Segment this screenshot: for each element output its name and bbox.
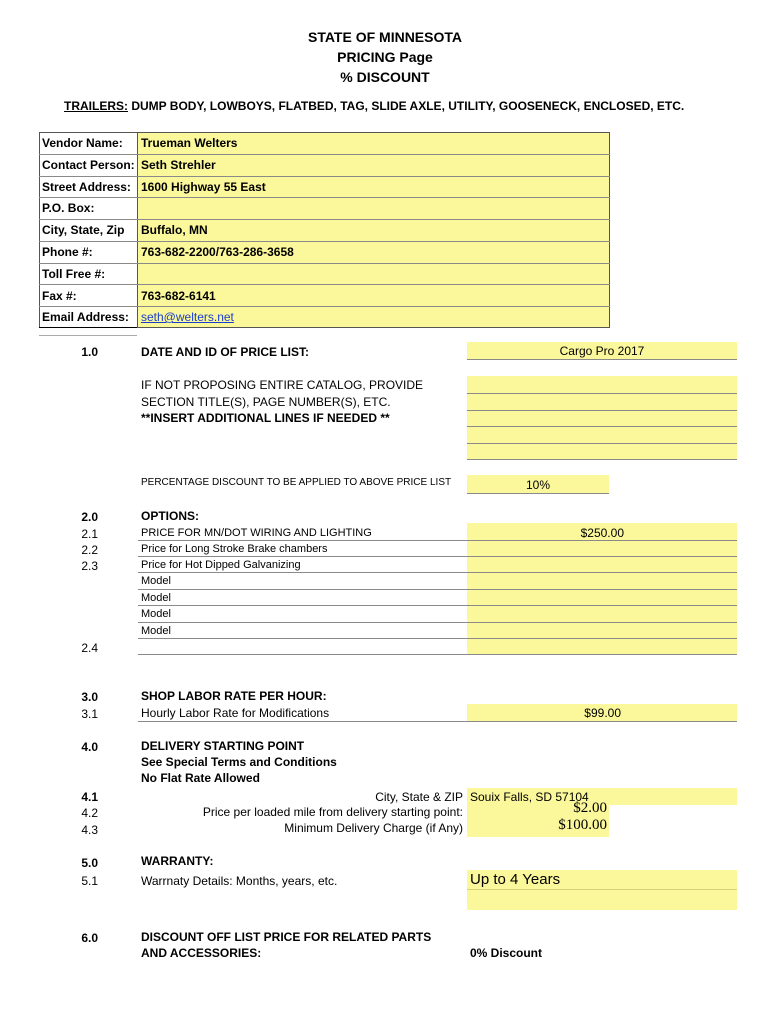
trailers-types: DUMP BODY, LOWBOYS, FLATBED, TAG, SLIDE AXLE, UTILITY, GOOSENECK, ENCLOSED, ETC. [128, 99, 685, 113]
page-discount-heading: % DISCOUNT [340, 69, 430, 85]
vendor-name-label: Vendor Name: [42, 136, 123, 150]
street-address-label: Street Address: [42, 180, 131, 194]
item-2-2-label: Price for Long Stroke Brake chambers [141, 543, 328, 555]
section-1-number: 1.0 [81, 345, 98, 359]
trailers-line [64, 99, 684, 113]
item-5-1-number: 5.1 [81, 874, 98, 888]
catalog-note-1: IF NOT PROPOSING ENTIRE CATALOG, PROVIDE [141, 378, 424, 392]
wiring-lighting-price: $250.00 [580, 526, 624, 540]
email-link[interactable]: seth@welters.net [141, 310, 234, 324]
street-address-value[interactable]: 1600 Highway 55 East [141, 180, 266, 194]
trailers-label: TRAILERS: [64, 99, 128, 113]
section-1-title: DATE AND ID OF PRICE LIST: [141, 345, 309, 359]
model-row-2: Model [141, 592, 171, 604]
section-3-title: SHOP LABOR RATE PER HOUR: [141, 689, 327, 703]
phone-label: Phone #: [42, 245, 93, 259]
section-2-title: OPTIONS: [141, 509, 200, 523]
city-state-zip-value[interactable]: Buffalo, MN [141, 223, 208, 237]
toll-free-label: Toll Free #: [42, 267, 106, 281]
item-2-3-number: 2.3 [81, 559, 98, 573]
po-box-label: P.O. Box: [42, 201, 95, 215]
item-2-1-label: PRICE FOR MN/DOT WIRING AND LIGHTING [141, 527, 372, 539]
delivery-city-value: Souix Falls, SD 57104 [470, 790, 589, 804]
catalog-note-3: **INSERT ADDITIONAL LINES IF NEEDED ** [141, 411, 390, 425]
contact-person-label: Contact Person: [42, 158, 135, 172]
page-title: STATE OF MINNESOTA [308, 29, 462, 45]
catalog-sections-field[interactable] [467, 376, 737, 460]
city-state-zip-label: City, State, Zip [42, 223, 125, 237]
item-2-2-number: 2.2 [81, 543, 98, 557]
model-row-4: Model [141, 625, 171, 637]
fax-value[interactable]: 763-682-6141 [141, 289, 216, 303]
section-4-number: 4.0 [81, 740, 98, 754]
section-6-title-line-1: DISCOUNT OFF LIST PRICE FOR RELATED PARTS [141, 930, 432, 944]
min-delivery-label: Minimum Delivery Charge (if Any) [284, 821, 463, 835]
page-subtitle: PRICING Page [337, 49, 433, 65]
catalog-note-2: SECTION TITLE(S), PAGE NUMBER(S), ETC. [141, 395, 391, 409]
section-2-number: 2.0 [81, 510, 98, 524]
min-delivery-value: $100.00 [558, 817, 607, 833]
item-2-4-number: 2.4 [81, 641, 98, 655]
section-5-title: WARRANTY: [141, 854, 214, 868]
percentage-discount-value: 10% [525, 478, 551, 492]
percentage-discount-label: PERCENTAGE DISCOUNT TO BE APPLIED TO ABOVE PRICE LIST [141, 477, 452, 488]
warranty-details-label: Warrnaty Details: Months, years, etc. [141, 874, 338, 888]
section-6-number: 6.0 [81, 931, 98, 945]
item-4-3-number: 4.3 [81, 823, 98, 837]
section-3-number: 3.0 [81, 690, 98, 704]
model-row-1: Model [141, 575, 171, 587]
fax-label: Fax #: [42, 289, 77, 303]
section-4-no-flat-rate: No Flat Rate Allowed [141, 771, 260, 785]
price-per-mile-label: Price per loaded mile from delivery starting point: [202, 805, 463, 819]
labor-rate-value: $99.00 [584, 706, 621, 720]
section-4-title: DELIVERY STARTING POINT [141, 739, 305, 753]
item-4-2-number: 4.2 [81, 806, 98, 820]
item-3-1-number: 3.1 [81, 707, 98, 721]
price-list-id-value: Cargo Pro 2017 [559, 344, 645, 358]
vendor-name-value[interactable]: Trueman Welters [141, 136, 238, 150]
warranty-value: Up to 4 Years [470, 871, 561, 888]
item-4-1-number: 4.1 [81, 790, 98, 804]
item-3-1-label: Hourly Labor Rate for Modifications [141, 706, 330, 720]
item-2-1-number: 2.1 [81, 527, 98, 541]
section-4-terms: See Special Terms and Conditions [141, 755, 337, 769]
model-row-3: Model [141, 608, 171, 620]
email-label: Email Address: [42, 310, 129, 324]
section-6-title-line-2: AND ACCESSORIES: [141, 946, 262, 960]
delivery-city-label: City, State & ZIP [375, 790, 463, 804]
phone-value[interactable]: 763-682-2200/763-286-3658 [141, 245, 294, 259]
item-2-3-label: Price for Hot Dipped Galvanizing [141, 559, 301, 571]
contact-person-value[interactable]: Seth Strehler [141, 158, 216, 172]
price-per-mile-value: $2.00 [573, 800, 607, 816]
parts-discount-value[interactable]: 0% Discount [470, 946, 543, 960]
section-5-number: 5.0 [81, 856, 98, 870]
